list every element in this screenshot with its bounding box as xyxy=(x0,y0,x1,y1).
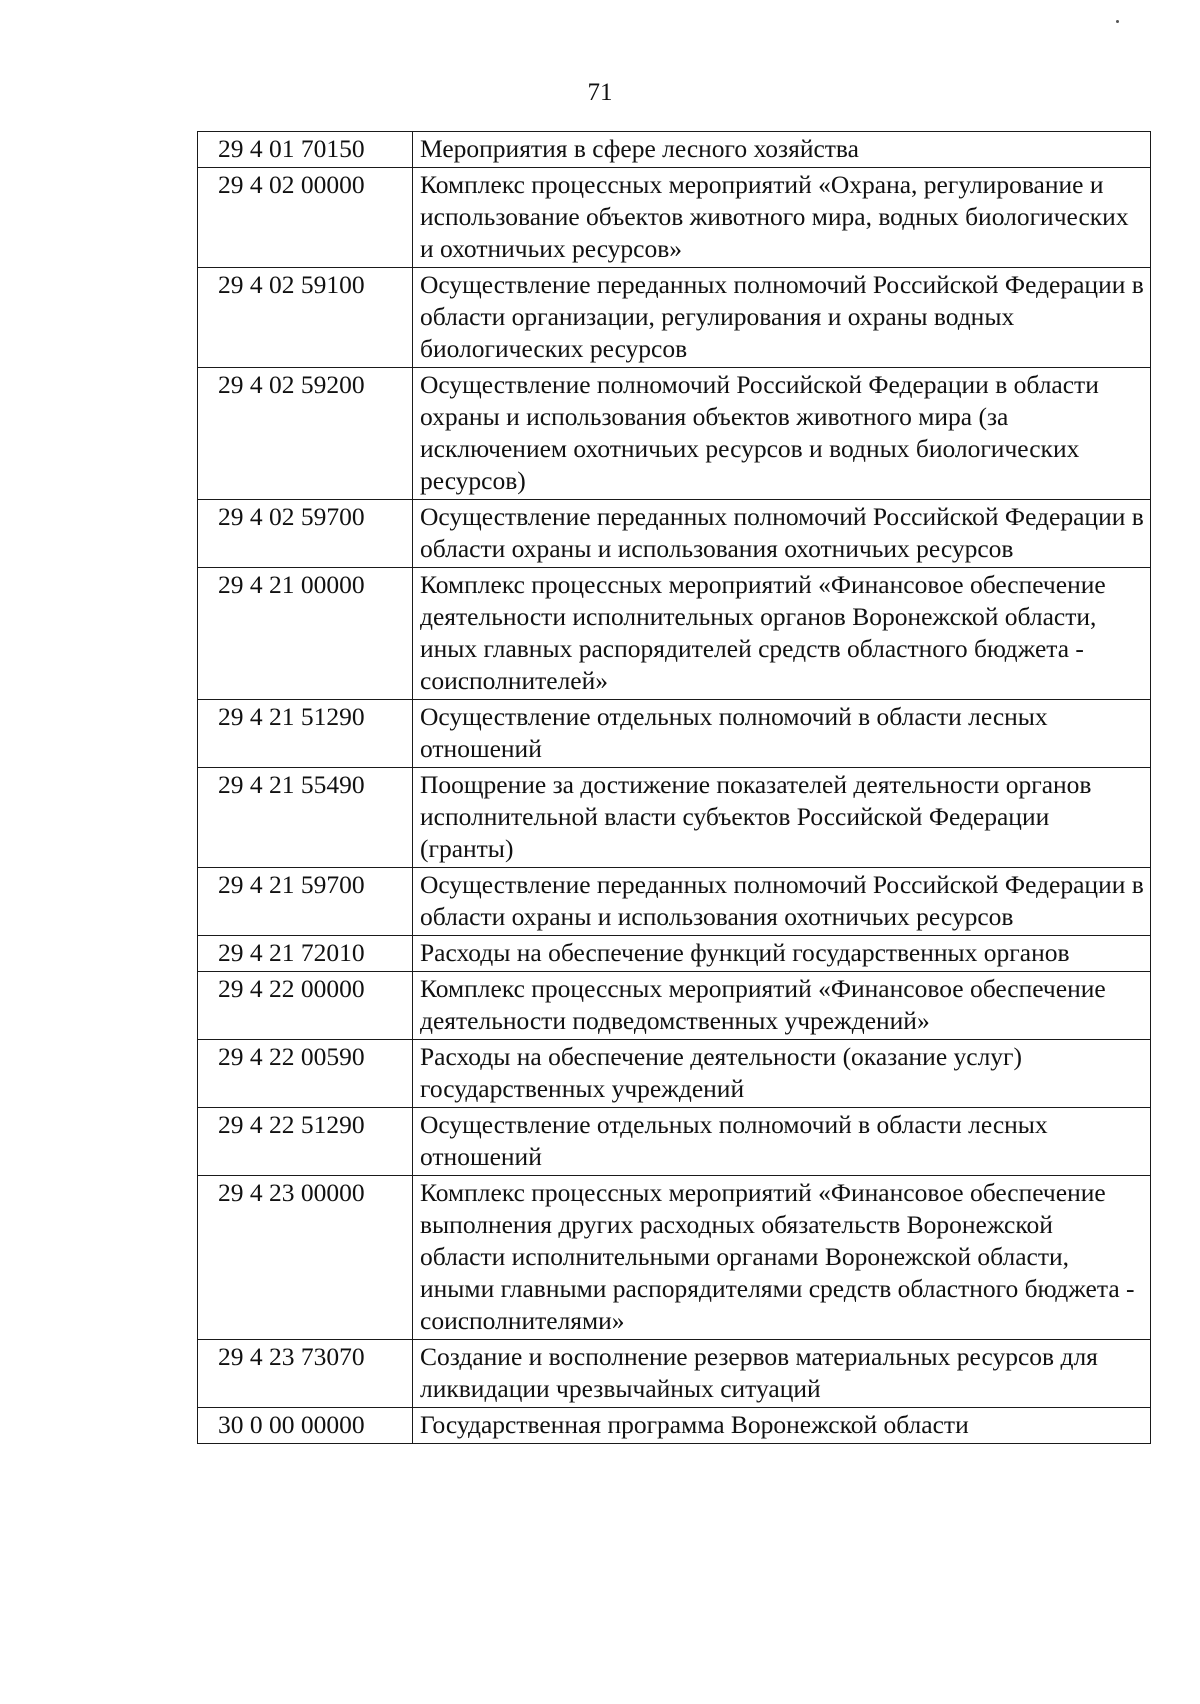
code-cell: 29 4 21 00000 xyxy=(198,568,413,700)
table-row xyxy=(198,368,1151,500)
code-cell: 29 4 02 59100 xyxy=(198,268,413,368)
description-cell: Осуществление переданных полномочий Российской Федерации в области охраны и использования охотничьих ресурсов xyxy=(413,500,1151,568)
table-row xyxy=(198,1408,1151,1444)
table-row xyxy=(198,972,1151,1040)
description-cell: Осуществление отдельных полномочий в области лесных отношений xyxy=(413,700,1151,768)
table-row xyxy=(198,1340,1151,1408)
description-cell: Комплекс процессных мероприятий «Охрана, регулирование и использование объектов животного мира, водных биологических и охотничьих ресурсов» xyxy=(413,168,1151,268)
table-row xyxy=(198,568,1151,700)
description-cell: Осуществление отдельных полномочий в области лесных отношений xyxy=(413,1108,1151,1176)
page-number: 71 xyxy=(587,79,613,106)
table-row xyxy=(198,1176,1151,1340)
table-body xyxy=(198,132,1151,1444)
description-cell: Государственная программа Воронежской области xyxy=(413,1408,1151,1444)
description-cell: Осуществление переданных полномочий Российской Федерации в области охраны и использования охотничьих ресурсов xyxy=(413,868,1151,936)
budget-code-table xyxy=(197,131,1151,1444)
table-row xyxy=(198,768,1151,868)
description-cell: Мероприятия в сфере лесного хозяйства xyxy=(413,132,1151,168)
description-cell: Осуществление переданных полномочий Российской Федерации в области организации, регулирования и охраны водных биологических ресурсов xyxy=(413,268,1151,368)
table-row xyxy=(198,1108,1151,1176)
table-row xyxy=(198,500,1151,568)
scan-speck xyxy=(1116,20,1119,23)
description-cell: Комплекс процессных мероприятий «Финансовое обеспечение выполнения других расходных обязательств Воронежской области исполнительными органами Воронежской области, иными главными распорядителями средств областного бюджета - соисполнителями» xyxy=(413,1176,1151,1340)
code-cell: 29 4 21 72010 xyxy=(198,936,413,972)
table-row xyxy=(198,168,1151,268)
code-cell: 29 4 23 73070 xyxy=(198,1340,413,1408)
description-cell: Расходы на обеспечение функций государственных органов xyxy=(413,936,1151,972)
code-cell: 29 4 02 59700 xyxy=(198,500,413,568)
description-cell: Создание и восполнение резервов материальных ресурсов для ликвидации чрезвычайных ситуаций xyxy=(413,1340,1151,1408)
code-cell: 29 4 22 00000 xyxy=(198,972,413,1040)
table-row xyxy=(198,132,1151,168)
description-cell: Осуществление полномочий Российской Федерации в области охраны и использования объектов животного мира (за исключением охотничьих ресурсов и водных биологических ресурсов) xyxy=(413,368,1151,500)
description-cell: Комплекс процессных мероприятий «Финансовое обеспечение деятельности исполнительных органов Воронежской области, иных главных распорядителей средств областного бюджета - соисполнителей» xyxy=(413,568,1151,700)
table-row xyxy=(198,936,1151,972)
table-row xyxy=(198,268,1151,368)
code-cell: 29 4 23 00000 xyxy=(198,1176,413,1340)
code-cell: 29 4 02 59200 xyxy=(198,368,413,500)
description-cell: Поощрение за достижение показателей деятельности органов исполнительной власти субъектов Российской Федерации (гранты) xyxy=(413,768,1151,868)
code-cell: 29 4 02 00000 xyxy=(198,168,413,268)
description-cell: Комплекс процессных мероприятий «Финансовое обеспечение деятельности подведомственных учреждений» xyxy=(413,972,1151,1040)
description-cell: Расходы на обеспечение деятельности (оказание услуг) государственных учреждений xyxy=(413,1040,1151,1108)
code-cell: 29 4 22 51290 xyxy=(198,1108,413,1176)
code-cell: 29 4 01 70150 xyxy=(198,132,413,168)
table-row xyxy=(198,700,1151,768)
code-cell: 29 4 21 51290 xyxy=(198,700,413,768)
code-cell: 29 4 21 59700 xyxy=(198,868,413,936)
code-cell: 29 4 22 00590 xyxy=(198,1040,413,1108)
code-cell: 30 0 00 00000 xyxy=(198,1408,413,1444)
code-cell: 29 4 21 55490 xyxy=(198,768,413,868)
table-row xyxy=(198,868,1151,936)
table-row xyxy=(198,1040,1151,1108)
